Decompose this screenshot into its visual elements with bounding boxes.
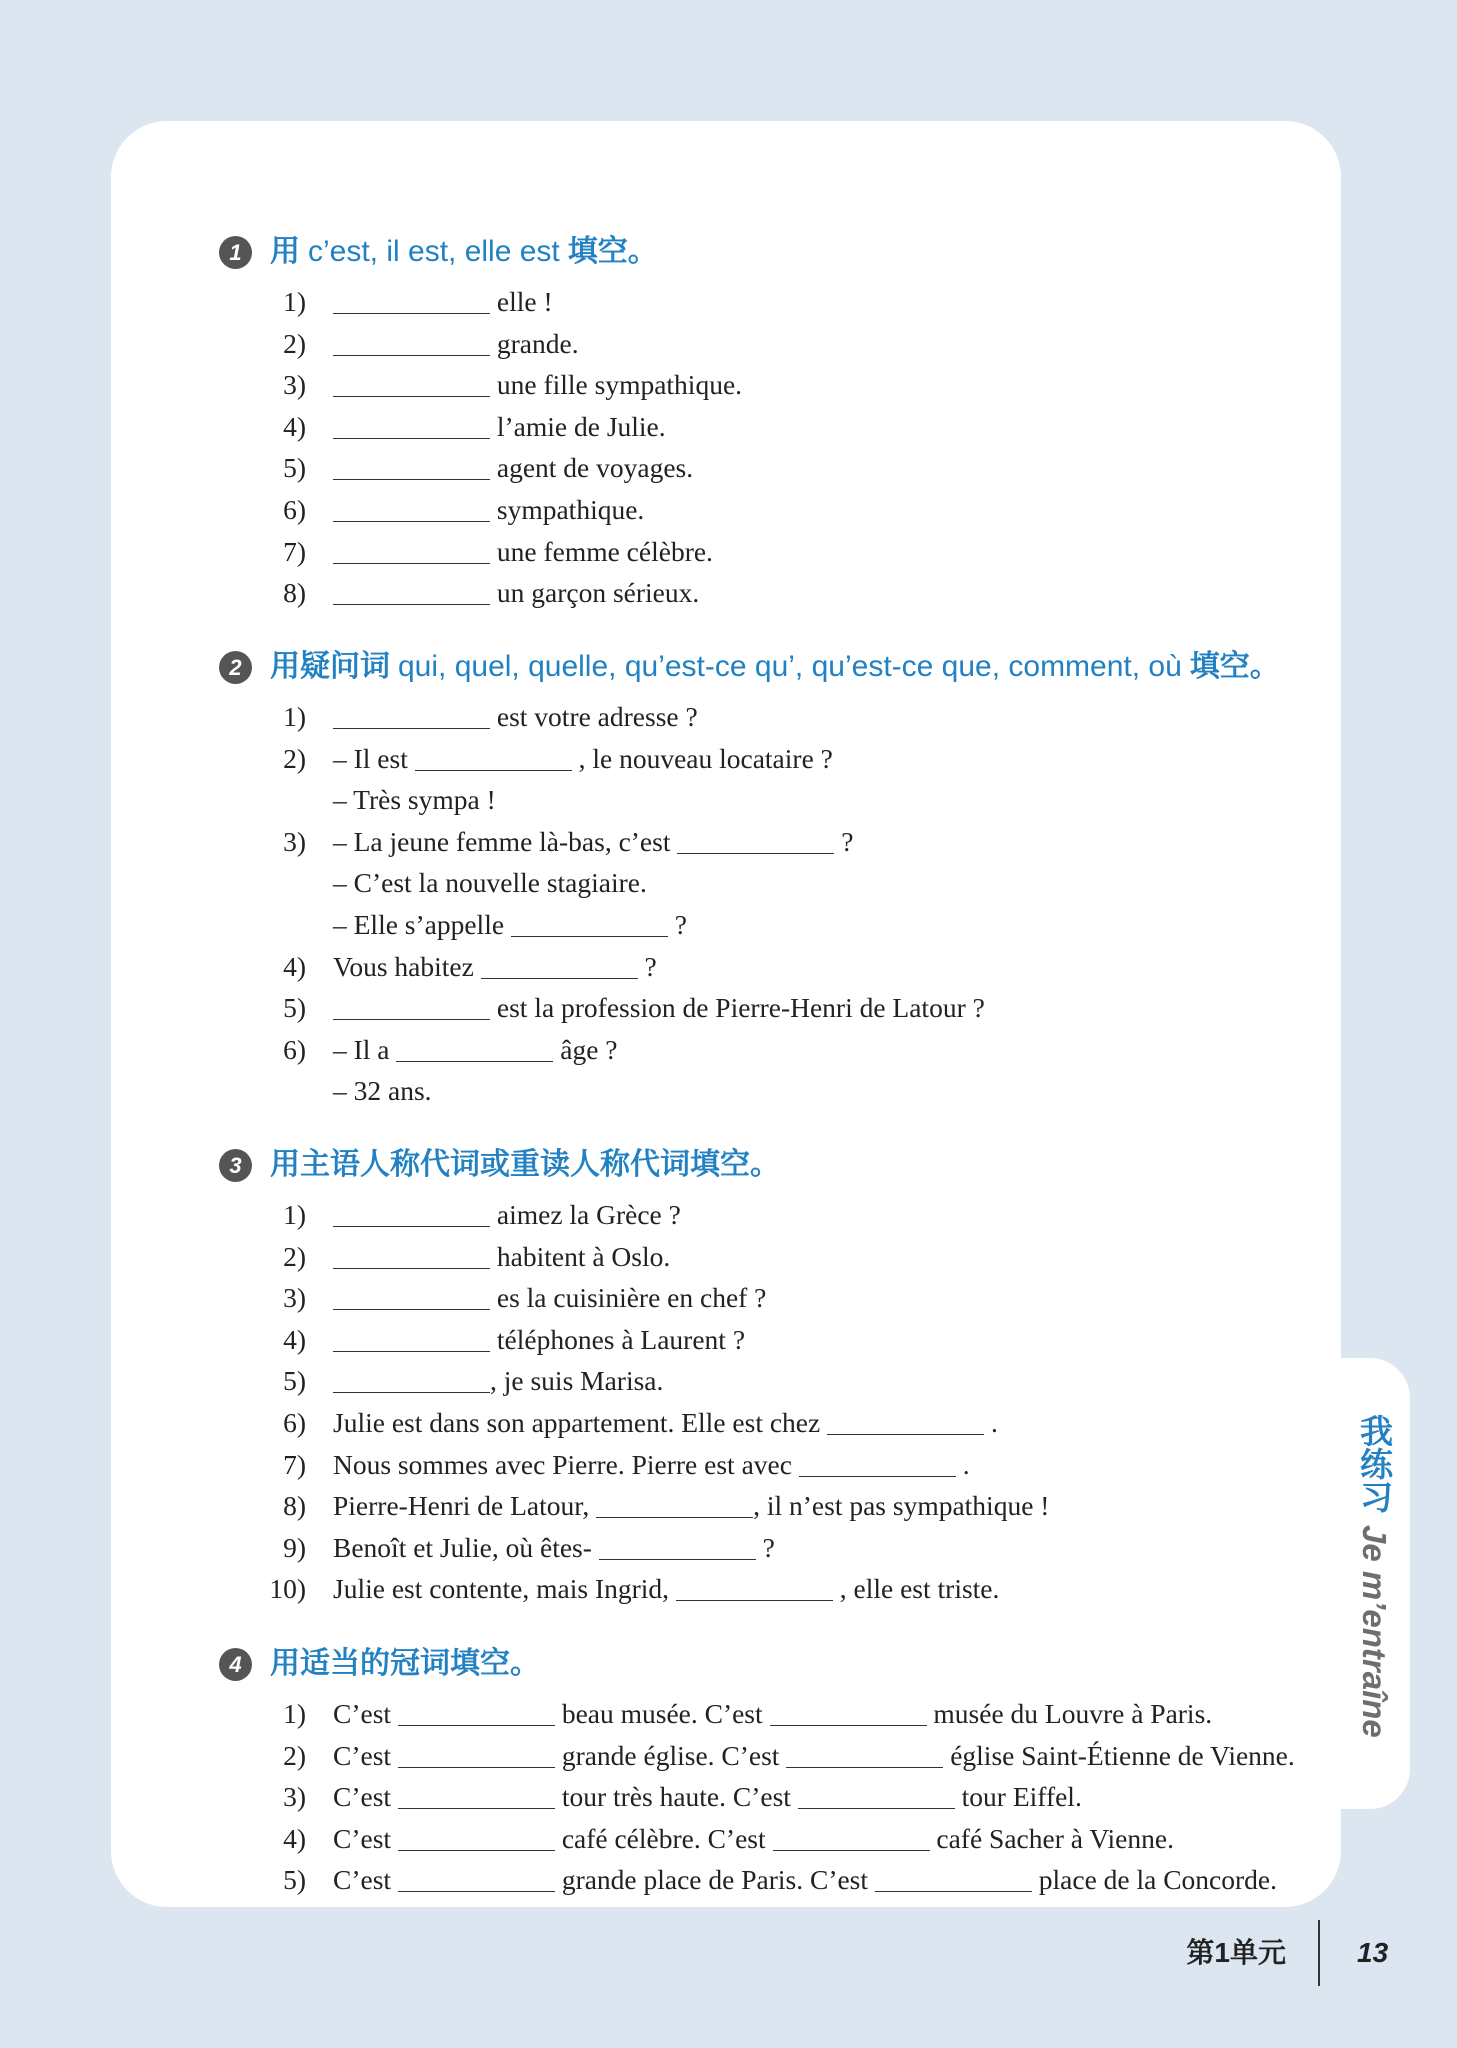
item-number: 1): [283, 1698, 306, 1729]
item-text: [333, 1698, 1212, 1729]
answer-blank: [511, 935, 668, 937]
text-segment: – Elle s’appelle: [333, 908, 511, 940]
text-segment: une femme célèbre.: [490, 535, 713, 567]
exercise-1: [219, 223, 1339, 614]
item-number: 2): [283, 742, 306, 774]
item-number: 6): [283, 1406, 306, 1438]
answer-blank: [333, 395, 490, 397]
answer-blank: [875, 1890, 1032, 1892]
item-text: [333, 992, 985, 1023]
text-segment: téléphones à Laurent ?: [490, 1323, 746, 1355]
text-segment: , il n’est pas sympathique !: [753, 1490, 1050, 1522]
item-text: [333, 909, 687, 940]
item-number: 3): [283, 1781, 306, 1813]
item-text: [333, 536, 713, 567]
text-segment: C’est: [333, 1698, 398, 1729]
question-item: [219, 1029, 1339, 1071]
instruction-terms: c’est, il est, elle est: [308, 235, 560, 268]
text-segment: agent de voyages.: [490, 452, 694, 484]
text-segment: , le nouveau locataire ?: [571, 742, 833, 774]
item-text: [333, 1532, 775, 1563]
text-segment: es la cuisinière en chef ?: [490, 1282, 767, 1314]
question-item: [219, 406, 1339, 448]
item-number: 5): [283, 452, 306, 484]
item-number: 2): [283, 327, 306, 359]
answer-blank: [333, 520, 490, 522]
question-item: [219, 1194, 1339, 1236]
item-text: [333, 701, 698, 732]
text-segment: grande église. C’est: [554, 1739, 787, 1771]
item-text: [333, 1199, 681, 1230]
item-text: [333, 411, 666, 442]
answer-blank: [333, 437, 490, 439]
item-number: 10): [269, 1573, 306, 1605]
text-segment: beau musée. C’est: [554, 1698, 770, 1729]
item-number: 6): [283, 1033, 306, 1065]
answer-blank: [333, 1308, 490, 1310]
text-segment: Julie est contente, mais Ingrid,: [333, 1573, 676, 1605]
answer-blank: [827, 1433, 984, 1435]
exercise-instruction: [270, 232, 658, 272]
item-number: 4): [283, 410, 306, 442]
answer-blank: [786, 1766, 943, 1768]
item-text: [333, 369, 742, 400]
item-text: [333, 1781, 1082, 1812]
text-segment: café Sacher à Vienne.: [929, 1822, 1174, 1854]
text-segment: place de la Concorde.: [1031, 1864, 1278, 1896]
item-text: [333, 1573, 999, 1604]
item-number: 6): [283, 493, 306, 525]
text-segment: grande.: [490, 327, 579, 359]
text-segment: âge ?: [553, 1033, 618, 1065]
question-item: [219, 1360, 1339, 1402]
side-tab-label: [1355, 1414, 1393, 1738]
item-number: 7): [283, 1448, 306, 1480]
question-item: [219, 1859, 1339, 1901]
instruction-prefix: 用疑问词: [270, 650, 390, 683]
side-tab-chinese: 我练习: [1356, 1414, 1393, 1513]
instruction-prefix: 用主语人称代词或重读人称代词填空。: [270, 1148, 780, 1181]
text-segment: ?: [834, 825, 854, 857]
item-number: 2): [283, 1240, 306, 1272]
question-item: [219, 323, 1339, 365]
question-item: [219, 531, 1339, 573]
answer-blank: [398, 1807, 555, 1809]
answer-blank: [770, 1724, 927, 1726]
text-segment: – Il est: [333, 742, 415, 774]
answer-blank: [333, 1267, 490, 1269]
question-item: [219, 447, 1339, 489]
item-number: 5): [283, 1864, 306, 1896]
text-segment: un garçon sérieux.: [490, 577, 700, 609]
answer-blank: [773, 1849, 930, 1851]
item-text: [333, 951, 657, 982]
item-number: 7): [283, 535, 306, 567]
answer-blank: [676, 1599, 833, 1601]
text-segment: musée du Louvre à Paris.: [926, 1698, 1213, 1729]
item-number: 1): [283, 1199, 306, 1230]
text-segment: .: [984, 1406, 998, 1438]
item-text: [333, 1740, 1295, 1771]
instruction-suffix: 填空。: [1189, 650, 1280, 683]
answer-blank: [481, 977, 638, 979]
answer-blank: [599, 1558, 756, 1560]
text-segment: – Très sympa !: [333, 784, 496, 816]
circled-number-icon: 2: [219, 651, 252, 684]
answer-blank: [333, 1225, 490, 1227]
item-text: [333, 1075, 432, 1106]
text-segment: C’est: [333, 1781, 398, 1813]
unit-label: 第1单元: [1186, 1937, 1286, 1968]
text-segment: grande place de Paris. C’est: [554, 1864, 875, 1896]
question-item: [219, 1444, 1339, 1486]
instruction-suffix: 填空。: [567, 235, 658, 268]
exercise-header: [219, 638, 1339, 696]
item-text: [333, 452, 693, 483]
text-segment: l’amie de Julie.: [490, 410, 666, 442]
text-segment: ?: [637, 950, 657, 982]
item-text: [333, 1034, 618, 1065]
answer-blank: [333, 1350, 490, 1352]
text-segment: Benoît et Julie, où êtes-: [333, 1531, 599, 1563]
item-text: [333, 1282, 766, 1313]
question-item: [219, 281, 1339, 323]
question-item: [219, 821, 1339, 863]
text-segment: une fille sympathique.: [490, 369, 743, 401]
text-segment: , elle est triste.: [832, 1573, 1000, 1605]
text-segment: ?: [755, 1531, 775, 1563]
text-segment: C’est: [333, 1822, 398, 1854]
circled-number-icon: 3: [219, 1149, 252, 1182]
item-text: [333, 1823, 1174, 1854]
question-item: [219, 1236, 1339, 1278]
text-segment: tour très haute. C’est: [554, 1781, 798, 1813]
text-segment: Julie est dans son appartement. Elle est chez: [333, 1406, 828, 1438]
answer-blank: [333, 562, 490, 564]
item-text: [333, 784, 496, 815]
text-segment: – C’est la nouvelle stagiaire.: [333, 867, 647, 899]
item-text: [333, 1449, 970, 1480]
answer-blank: [333, 1018, 490, 1020]
item-number: 5): [283, 992, 306, 1024]
item-text: [333, 1407, 998, 1438]
answer-blank: [333, 603, 490, 605]
item-number: 8): [283, 1490, 306, 1522]
item-text: [333, 286, 553, 317]
text-segment: elle !: [490, 286, 553, 317]
item-number: 2): [283, 1739, 306, 1771]
answer-blank: [398, 1724, 555, 1726]
item-text: [333, 1324, 745, 1355]
text-segment: habitent à Oslo.: [490, 1240, 671, 1272]
question-item: [219, 1776, 1339, 1818]
question-continuation-line: [219, 862, 1339, 904]
text-segment: – La jeune femme là-bas, c’est: [333, 825, 678, 857]
question-continuation-line: [219, 904, 1339, 946]
exercise-3: [219, 1136, 1339, 1610]
question-item: [219, 364, 1339, 406]
item-text: [333, 743, 833, 774]
text-segment: est votre adresse ?: [490, 701, 698, 732]
item-number: 4): [283, 950, 306, 982]
text-segment: sympathique.: [490, 493, 645, 525]
text-segment: Pierre-Henri de Latour,: [333, 1490, 597, 1522]
text-segment: C’est: [333, 1739, 398, 1771]
text-segment: – Il a: [333, 1033, 397, 1065]
answer-blank: [333, 312, 490, 314]
item-number: 1): [283, 701, 306, 732]
answer-blank: [398, 1849, 555, 1851]
side-tab-french: Je m’entraîne: [1356, 1525, 1393, 1738]
question-item: [219, 1402, 1339, 1444]
footer-divider: [1318, 1920, 1320, 1986]
item-number: 3): [283, 369, 306, 401]
question-item: [219, 1818, 1339, 1860]
exercise-instruction: [270, 647, 1280, 687]
instruction-terms: qui, quel, quelle, qu’est-ce qu’, qu’est-ce que, comment, où: [398, 650, 1182, 683]
question-item: [219, 946, 1339, 988]
answer-blank: [333, 1391, 490, 1393]
answer-blank: [799, 1475, 956, 1477]
item-text: [333, 826, 853, 857]
instruction-prefix: 用: [270, 235, 300, 268]
question-item: [219, 738, 1339, 780]
item-text: [333, 494, 644, 525]
question-item: [219, 1568, 1339, 1610]
question-item: [219, 489, 1339, 531]
question-continuation-line: [219, 779, 1339, 821]
answer-blank: [596, 1516, 753, 1518]
text-segment: – 32 ans.: [333, 1075, 432, 1107]
circled-number-icon: 1: [219, 236, 252, 269]
instruction-prefix: 用适当的冠词填空。: [270, 1647, 540, 1680]
item-text: [333, 577, 699, 608]
exercise-2: [219, 638, 1339, 1112]
answer-blank: [333, 727, 490, 729]
question-continuation-line: [219, 1070, 1339, 1112]
question-item: [219, 1735, 1339, 1777]
question-item: [219, 1319, 1339, 1361]
text-segment: aimez la Grèce ?: [490, 1199, 681, 1230]
text-segment: , je suis Marisa.: [490, 1365, 664, 1397]
answer-blank: [396, 1060, 553, 1062]
question-item: [219, 1277, 1339, 1319]
item-number: 5): [283, 1365, 306, 1397]
item-text: [333, 867, 647, 898]
question-item: [219, 987, 1339, 1029]
text-segment: .: [955, 1448, 970, 1480]
text-segment: est la profession de Pierre-Henri de Latour ?: [490, 992, 985, 1024]
answer-blank: [333, 354, 490, 356]
text-segment: église Saint-Étienne de Vienne.: [943, 1739, 1295, 1771]
item-number: 1): [283, 286, 306, 317]
question-item: [219, 1693, 1339, 1735]
text-segment: Vous habitez: [333, 950, 481, 982]
answer-blank: [415, 769, 572, 771]
text-segment: café célèbre. C’est: [554, 1822, 773, 1854]
text-segment: C’est: [333, 1864, 398, 1896]
question-item: [219, 696, 1339, 738]
item-number: 9): [283, 1531, 306, 1563]
item-text: [333, 1490, 1049, 1521]
exercise-instruction: [270, 1644, 540, 1684]
page-number: 13: [1357, 1937, 1389, 1968]
item-text: [333, 1241, 670, 1272]
item-number: 8): [283, 577, 306, 609]
answer-blank: [398, 1890, 555, 1892]
answer-blank: [798, 1807, 955, 1809]
circled-number-icon: 4: [219, 1648, 252, 1681]
item-text: [333, 1864, 1277, 1895]
item-number: 4): [283, 1822, 306, 1854]
text-segment: Nous sommes avec Pierre. Pierre est avec: [333, 1448, 799, 1480]
text-segment: tour Eiffel.: [954, 1781, 1082, 1813]
answer-blank: [333, 478, 490, 480]
exercise-4: [219, 1635, 1339, 1901]
answer-blank: [677, 852, 834, 854]
item-text: [333, 328, 579, 359]
item-text: [333, 1365, 663, 1396]
item-number: 4): [283, 1323, 306, 1355]
question-item: [219, 1527, 1339, 1569]
exercise-header: [219, 1136, 1339, 1194]
text-segment: ?: [667, 908, 688, 940]
exercise-header: [219, 1635, 1339, 1693]
item-number: 3): [283, 825, 306, 857]
answer-blank: [398, 1766, 555, 1768]
question-item: [219, 572, 1339, 614]
question-item: [219, 1485, 1339, 1527]
exercise-header: [219, 223, 1339, 281]
item-number: 3): [283, 1282, 306, 1314]
exercise-instruction: [270, 1145, 780, 1185]
